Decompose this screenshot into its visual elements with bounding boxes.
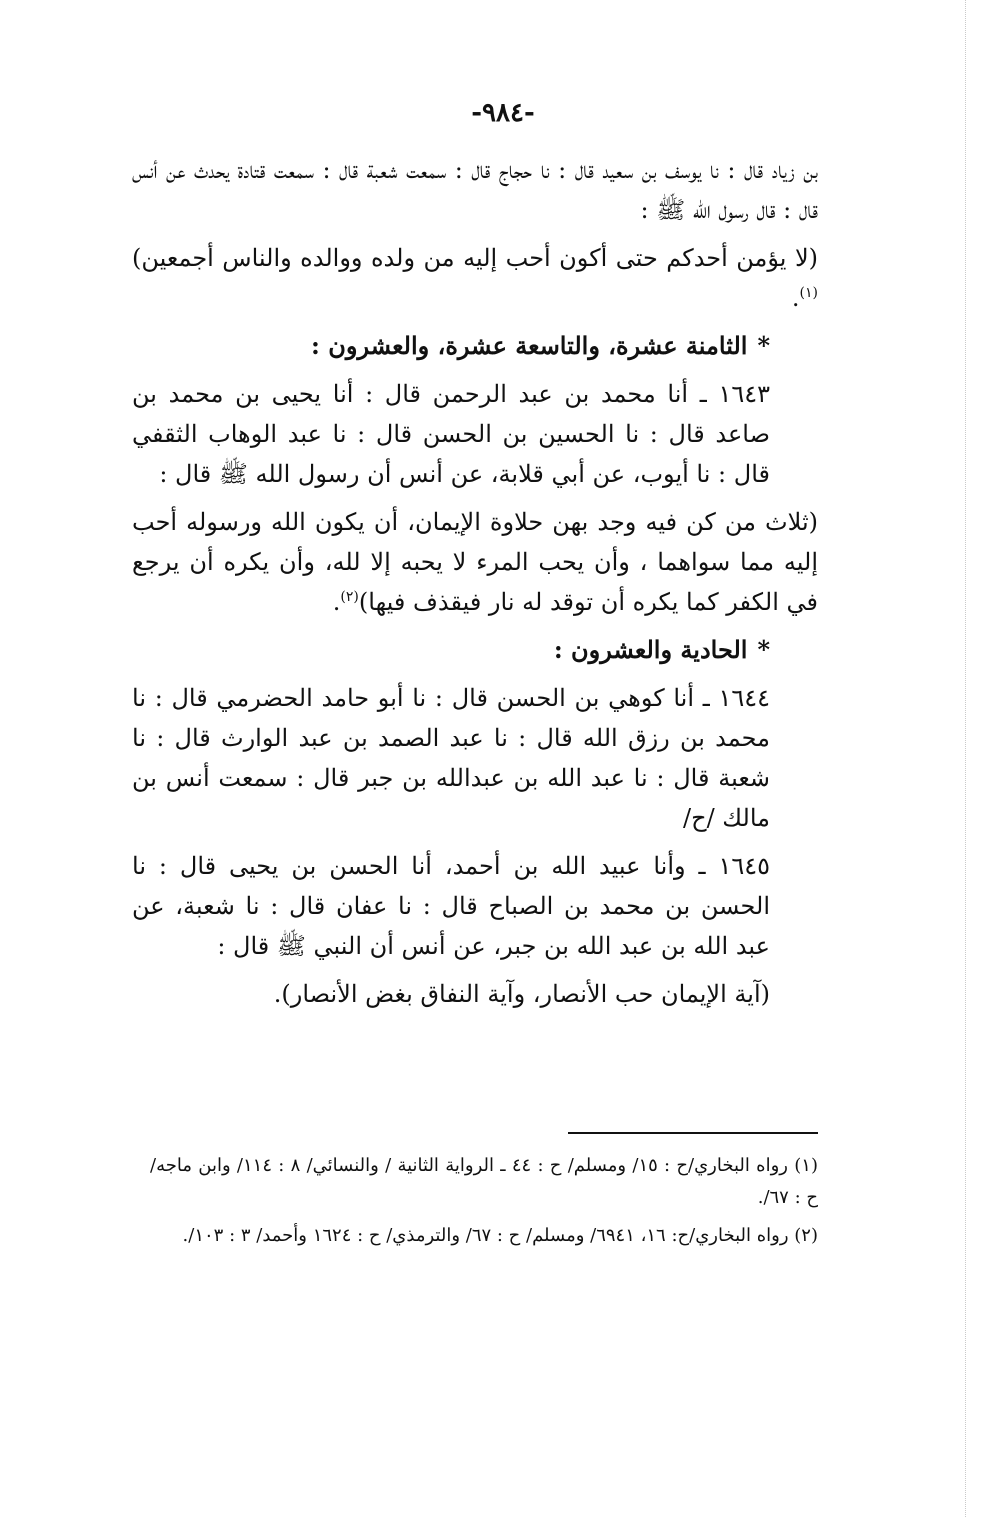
hadith-text-2-body: (ثلاث من كن فيه وجد بهن حلاوة الإيمان، أن يكون الله ورسوله أحب إليه مما سواهما ، وأن يحب المرء لا يحبه إلا لله، وأن يكره أن يرجع في الكفر كما يكره أن توقد له نار فيقذف فيها) <box>132 508 818 616</box>
footnote-ref-2: (٢) <box>340 589 359 605</box>
paragraph-hadith-1645: ١٦٤٥ ـ وأنا عبيد الله بن أحمد، أنا الحسن بن يحيى قال : نا الحسن بن محمد بن الصباح قال : نا عفان قال : نا شعبة، عن عبد الله بن عبد الله بن جبر، عن أنس أن النبي ﷺ قال : <box>132 852 770 960</box>
footnote-ref-1: (١) <box>799 285 818 301</box>
footnotes <box>150 1150 818 1258</box>
paragraph-hadith-1643: ١٦٤٣ ـ أنا محمد بن عبد الرحمن قال : أنا يحيى بن محمد بن صاعد قال : نا الحسين بن الحسن قال : نا عبد الوهاب الثقفي قال : نا أيوب، عن أبي قلابة، عن أنس أن رسول الله ﷺ قال : <box>132 380 770 488</box>
hadith-text-2: (ثلاث من كن فيه وجد بهن حلاوة الإيمان، أن يكون الله ورسوله أحب إليه مما سواهما ، وأن يحب المرء لا يحبه إلا لله، وأن يكره أن يرجع في الكفر كما يكره أن توقد له نار فيقذف فيها)$^{(٢)}$. <box>132 508 818 616</box>
main-text <box>132 150 818 1022</box>
footnote-divider <box>568 1132 818 1134</box>
star-bullet-icon: * <box>757 635 770 664</box>
star-bullet-icon: * <box>757 331 770 360</box>
page-number: -٩٨٤- <box>471 98 535 128</box>
section-heading-2 <box>132 630 818 670</box>
hadith-text-1-body: (لا يؤمن أحدكم حتى أكون أحب إليه من ولده ووالده والناس أجمعين) <box>132 244 818 272</box>
section-heading-2-text: الحادية والعشرون : <box>553 635 748 664</box>
section-heading-1 <box>132 326 818 366</box>
section-heading-1-text: الثامنة عشرة، والتاسعة عشرة، والعشرون : <box>311 331 748 360</box>
paragraph-hadith-1644: ١٦٤٤ ـ أنا كوهي بن الحسن قال : نا أبو حامد الحضرمي قال : نا محمد بن رزق الله قال : نا عبد الصمد بن عبد الوارث قال : نا شعبة قال : نا عبد الله بن عبدالله بن جبر قال : سمعت أنس بن مالك /ح/ <box>132 684 770 832</box>
hadith-text-3: (آية الإيمان حب الأنصار، وآية النفاق بغض الأنصار). <box>273 980 770 1008</box>
paragraph-isnad-1: بن زياد قال : نا يوسف بن سعيد قال : نا حجاج قال : سمعت شعبة قال : سمعت قتادة يحدث عن أنس قال : قال رسول الله ﷺ : <box>132 156 818 224</box>
footnote-2: (٢) رواه البخاري/ح: ١٦، ٦٩٤١/ ومسلم/ ح : ٦٧/ والترمذي/ ح : ١٦٢٤ وأحمد/ ٣ : ١٠٣/. <box>182 1225 818 1246</box>
footnote-1: (١) رواه البخاري/ح : ١٥/ ومسلم/ ح : ٤٤ ـ الرواية الثانية / والنسائي/ ٨ : ١١٤/ وابن ماجه/ح : ٦٧/. <box>150 1155 818 1208</box>
scan-edge-line <box>964 0 966 1517</box>
hadith-text-1: (لا يؤمن أحدكم حتى أكون أحب إليه من ولده ووالده والناس أجمعين)$^{(١)}$. <box>132 244 818 312</box>
